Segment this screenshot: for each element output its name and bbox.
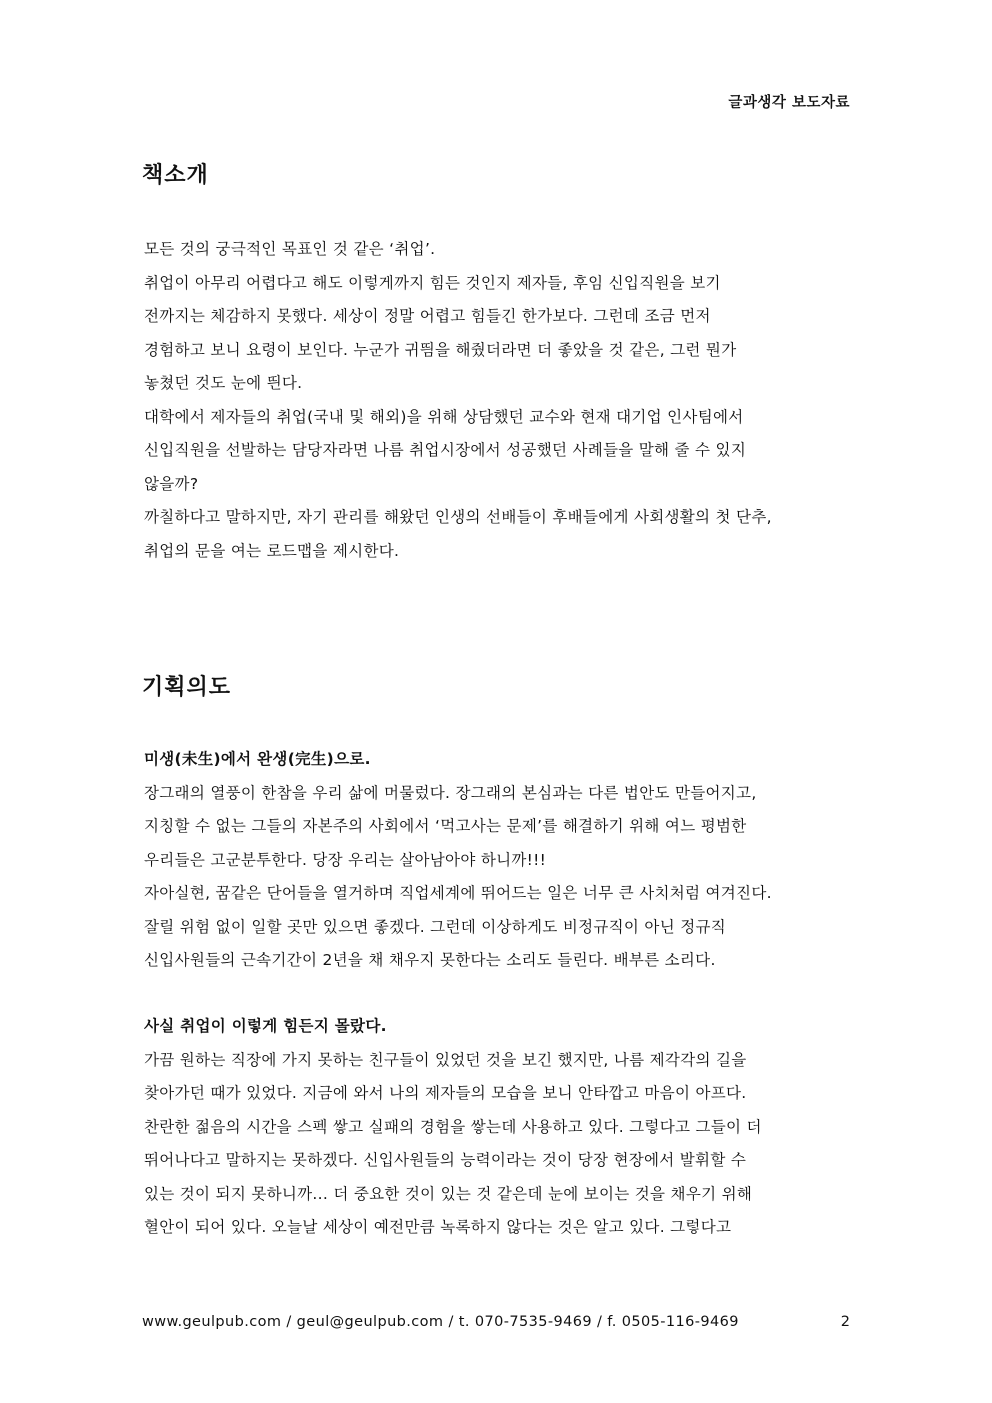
paragraph-line: 찾아가던 때가 있었다. 지금에 와서 나의 제자들의 모습을 보니 안타깝고 마음이 아프다. <box>144 1084 747 1102</box>
paragraph-line: 까칠하다고 말하지만, 자기 관리를 해왔던 인생의 선배들이 후배들에게 사회생활의 첫 단추, <box>144 508 772 526</box>
paragraph-line: 장그래의 열풍이 한참을 우리 삶에 머물렀다. 장그래의 본심과는 다른 법안도 만들어지고, <box>144 783 757 802</box>
section-title-book-intro: 책소개 <box>142 163 209 188</box>
paragraph-line: 자아실현, 꿈같은 단어들을 열거하며 직업세계에 뛰어드는 일은 너무 큰 사치처럼 여겨진다. <box>144 884 772 902</box>
paragraph-line: 찬란한 젊음의 시간을 스펙 쌓고 실패의 경험을 쌓는데 사용하고 있다. 그렇다고 그들이 더 <box>144 1117 762 1136</box>
paragraph-line: 않을까? <box>144 474 199 493</box>
press-release-label: 글과생각 보도자료 <box>728 95 850 111</box>
planning-sub2 <box>144 1010 854 1245</box>
paragraph-line: 취업의 문을 여는 로드맵을 제시한다. <box>144 541 400 560</box>
subheading: 미생(未生)에서 완생(完生)으로. <box>144 750 371 768</box>
paragraph-line: 전까지는 체감하지 못했다. 세상이 정말 어렵고 힘들긴 한가보다. 그런데 조금 먼저 <box>144 307 711 325</box>
paragraph-line: 놓쳤던 것도 눈에 띈다. <box>144 374 303 392</box>
paragraph-line: 경험하고 보니 요령이 보인다. 누군가 귀띔을 해줬더라면 더 좋았을 것 같은, 그런 뭔가 <box>144 340 737 359</box>
paragraph-line: 뛰어나다고 말하지는 못하겠다. 신입사원들의 능력이라는 것이 당장 현장에서 발휘할 수 <box>144 1151 747 1169</box>
paragraph-line: 가끔 원하는 직장에 가지 못하는 친구들이 있었던 것을 보긴 했지만, 나름 제각각의 길을 <box>144 1050 747 1069</box>
paragraph-line: 혈안이 되어 있다. 오늘날 세상이 예전만큼 녹록하지 않다는 것은 알고 있다. 그렇다고 <box>144 1218 732 1236</box>
paragraph-line: 잘릴 위험 없이 일할 곳만 있으면 좋겠다. 그런데 이상하게도 비정규직이 아닌 정규직 <box>144 917 727 936</box>
paragraph-line: 대학에서 제자들의 취업(국내 및 해외)을 위해 상담했던 교수와 현재 대기업 인사팀에서 <box>144 407 744 426</box>
paragraph-line: 취업이 아무리 어렵다고 해도 이렇게까지 힘든 것인지 제자들, 후임 신입직원을 보기 <box>144 273 721 292</box>
page-number: 2 <box>840 1314 850 1330</box>
paragraph-line: 지칭할 수 없는 그들의 자본주의 사회에서 ‘먹고사는 문제’를 해결하기 위해 여느 평범한 <box>144 817 747 835</box>
section-title-planning-intent: 기획의도 <box>142 675 232 700</box>
footer-contact-info: www.geulpub.com / geul@geulpub.com / t. 070-7535-9469 / f. 0505-116-9469 <box>142 1314 739 1330</box>
paragraph-line: 신입사원들의 근속기간이 2년을 채 채우지 못한다는 소리도 들린다. 배부른 소리다. <box>144 951 716 969</box>
subheading: 사실 취업이 이렇게 힘든지 몰랐다. <box>144 1017 387 1035</box>
paragraph-line: 있는 것이 되지 못하니까... 더 중요한 것이 있는 것 같은데 눈에 보이는 것을 채우기 위해 <box>144 1184 753 1203</box>
planning-sub1 <box>144 743 854 978</box>
paragraph-line: 우리들은 고군분투한다. 당장 우리는 살아남아야 하니까!!! <box>144 850 547 869</box>
paragraph-line: 모든 것의 궁극적인 목표인 것 같은 ‘취업’. <box>144 240 436 258</box>
book-intro-body <box>144 233 854 568</box>
paragraph-line: 신입직원을 선발하는 담당자라면 나름 취업시장에서 성공했던 사례들을 말해 줄 수 있지 <box>144 441 747 459</box>
